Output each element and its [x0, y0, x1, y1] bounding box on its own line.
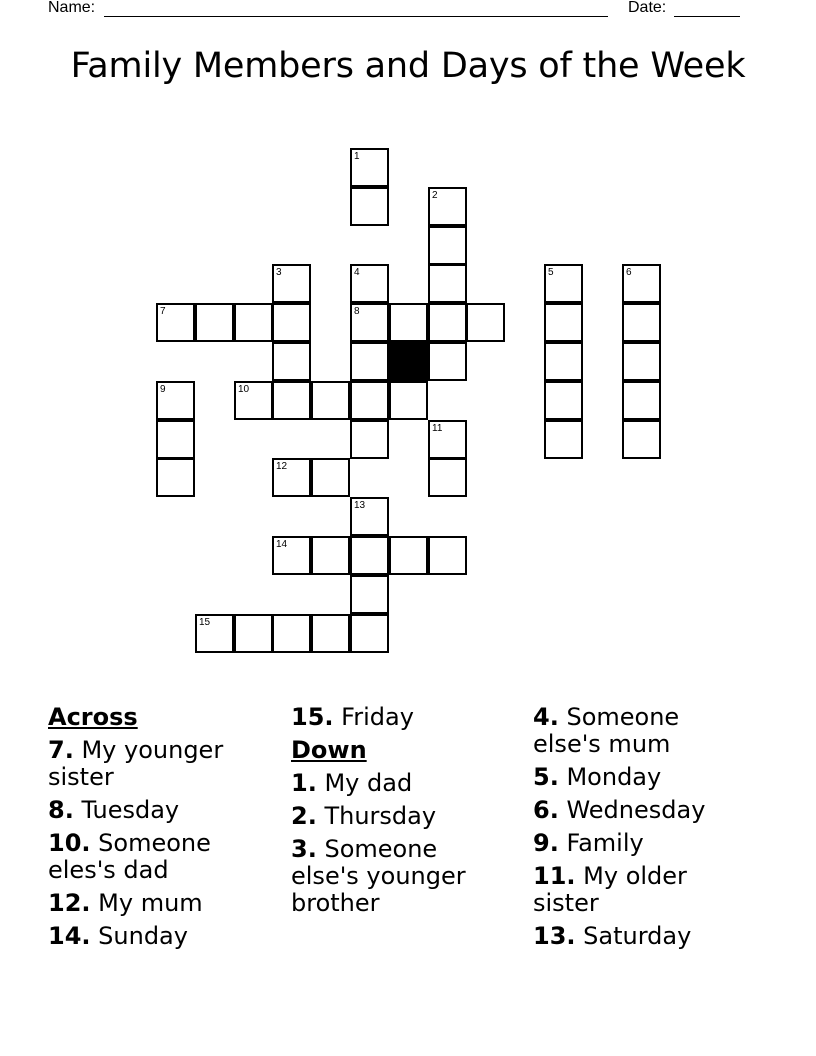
clue-number: 12. [48, 889, 91, 917]
grid-cell[interactable] [544, 342, 583, 381]
clue-down-11 [533, 863, 753, 917]
clue-down-9 [533, 830, 753, 857]
cell-number: 1 [354, 151, 360, 162]
clue-text: Tuesday [81, 796, 180, 824]
grid-cell[interactable] [544, 264, 583, 303]
grid-cell[interactable] [272, 264, 311, 303]
grid-cell[interactable] [272, 614, 311, 653]
clue-down-1 [291, 770, 511, 797]
grid-cell[interactable] [311, 381, 350, 420]
clue-text: Saturday [583, 922, 692, 950]
grid-cell[interactable] [195, 614, 234, 653]
grid-cell[interactable] [350, 536, 389, 575]
clue-number: 2. [291, 802, 317, 830]
clue-number: 13. [533, 922, 576, 950]
grid-cell[interactable] [272, 303, 311, 342]
grid-cell[interactable] [350, 420, 389, 459]
clue-text: Monday [566, 763, 662, 791]
grid-cell[interactable] [350, 381, 389, 420]
clue-text: My dad [324, 769, 413, 797]
clue-number: 10. [48, 829, 91, 857]
grid-cell[interactable] [272, 342, 311, 381]
grid-cell[interactable] [272, 381, 311, 420]
clue-across-14 [48, 923, 268, 950]
page-title: Family Members and Days of the Week [70, 46, 746, 86]
cell-number: 14 [276, 539, 288, 550]
clue-text: My mum [98, 889, 203, 917]
clue-number: 15. [291, 703, 334, 731]
grid-cell[interactable] [389, 381, 428, 420]
clue-text: Someone else's younger brother [291, 835, 466, 917]
grid-cell[interactable] [195, 303, 234, 342]
clue-across-7 [48, 737, 268, 791]
grid-cell[interactable] [544, 303, 583, 342]
grid-cell[interactable] [350, 187, 389, 226]
grid-cell[interactable] [622, 303, 661, 342]
clue-number: 4. [533, 703, 559, 731]
cell-number: 3 [276, 267, 282, 278]
across-heading: Across [48, 703, 138, 731]
clue-across-12 [48, 890, 268, 917]
name-label: Name: [48, 0, 96, 16]
grid-cell[interactable] [544, 420, 583, 459]
cell-number: 6 [626, 267, 632, 278]
grid-cell[interactable] [428, 264, 467, 303]
grid-cell[interactable] [622, 381, 661, 420]
clue-across-10 [48, 830, 268, 884]
cell-number: 4 [354, 267, 360, 278]
grid-cell[interactable] [622, 420, 661, 459]
clue-down-4 [533, 704, 753, 758]
clue-text: Someone eles's dad [48, 829, 211, 884]
clues-column-1 [48, 704, 268, 956]
clue-down-2 [291, 803, 511, 830]
grid-cell[interactable] [156, 458, 195, 497]
clue-number: 5. [533, 763, 559, 791]
clue-text: Family [566, 829, 644, 857]
clue-number: 1. [291, 769, 317, 797]
grid-cell[interactable] [272, 458, 311, 497]
clue-number: 8. [48, 796, 74, 824]
grid-cell[interactable] [428, 226, 467, 265]
grid-cell[interactable] [311, 614, 350, 653]
grid-cell[interactable] [350, 303, 389, 342]
cell-number: 12 [276, 461, 288, 472]
cell-number: 11 [432, 423, 443, 434]
clue-text: My younger sister [48, 736, 224, 791]
cell-number: 7 [160, 306, 166, 317]
clues-column-2 [291, 704, 511, 923]
clues-column-3 [533, 704, 753, 956]
grid-cell[interactable] [428, 303, 467, 342]
clue-number: 3. [291, 835, 317, 863]
grid-cell[interactable] [156, 420, 195, 459]
clue-down-3 [291, 836, 511, 917]
clue-across-15 [291, 704, 511, 731]
cell-number: 10 [238, 384, 250, 395]
grid-cell[interactable] [350, 264, 389, 303]
clue-number: 9. [533, 829, 559, 857]
grid-cell[interactable] [156, 381, 195, 420]
grid-cell[interactable] [428, 536, 467, 575]
clue-text: Thursday [324, 802, 437, 830]
grid-cell[interactable] [350, 575, 389, 614]
grid-cell[interactable] [234, 303, 273, 342]
grid-cell[interactable] [350, 148, 389, 187]
clue-text: Sunday [98, 922, 188, 950]
grid-cell[interactable] [311, 458, 350, 497]
clue-text: Wednesday [566, 796, 706, 824]
grid-cell[interactable] [466, 303, 505, 342]
clue-number: 14. [48, 922, 91, 950]
cell-number: 15 [199, 617, 211, 628]
cell-number: 2 [432, 190, 438, 201]
cell-number: 13 [354, 500, 366, 511]
clue-down-6 [533, 797, 753, 824]
clue-across-8 [48, 797, 268, 824]
date-label: Date: [628, 0, 667, 16]
grid-cell[interactable] [389, 303, 428, 342]
blocked-cell [389, 342, 428, 381]
grid-cell[interactable] [272, 536, 311, 575]
grid-cell[interactable] [350, 614, 389, 653]
clue-number: 6. [533, 796, 559, 824]
grid-cell[interactable] [350, 342, 389, 381]
grid-cell[interactable] [234, 381, 273, 420]
clue-text: My older sister [533, 862, 687, 917]
grid-cell[interactable] [428, 187, 467, 226]
grid-cell[interactable] [311, 536, 350, 575]
grid-cell[interactable] [234, 614, 273, 653]
clue-text: Friday [341, 703, 414, 731]
clue-down-5 [533, 764, 753, 791]
down-heading: Down [291, 736, 367, 764]
grid-cell[interactable] [428, 342, 467, 381]
cell-number: 5 [548, 267, 554, 278]
grid-cell[interactable] [428, 420, 467, 459]
cell-number: 8 [354, 306, 360, 317]
grid-cell[interactable] [350, 497, 389, 536]
grid-cell[interactable] [544, 381, 583, 420]
cell-number: 9 [160, 384, 166, 395]
clue-down-13 [533, 923, 753, 950]
grid-cell[interactable] [389, 536, 428, 575]
grid-cell[interactable] [428, 458, 467, 497]
clue-number: 7. [48, 736, 74, 764]
grid-cell[interactable] [622, 342, 661, 381]
clue-number: 11. [533, 862, 576, 890]
clue-text: Someone else's mum [533, 703, 680, 758]
grid-cell[interactable] [156, 303, 195, 342]
grid-cell[interactable] [622, 264, 661, 303]
